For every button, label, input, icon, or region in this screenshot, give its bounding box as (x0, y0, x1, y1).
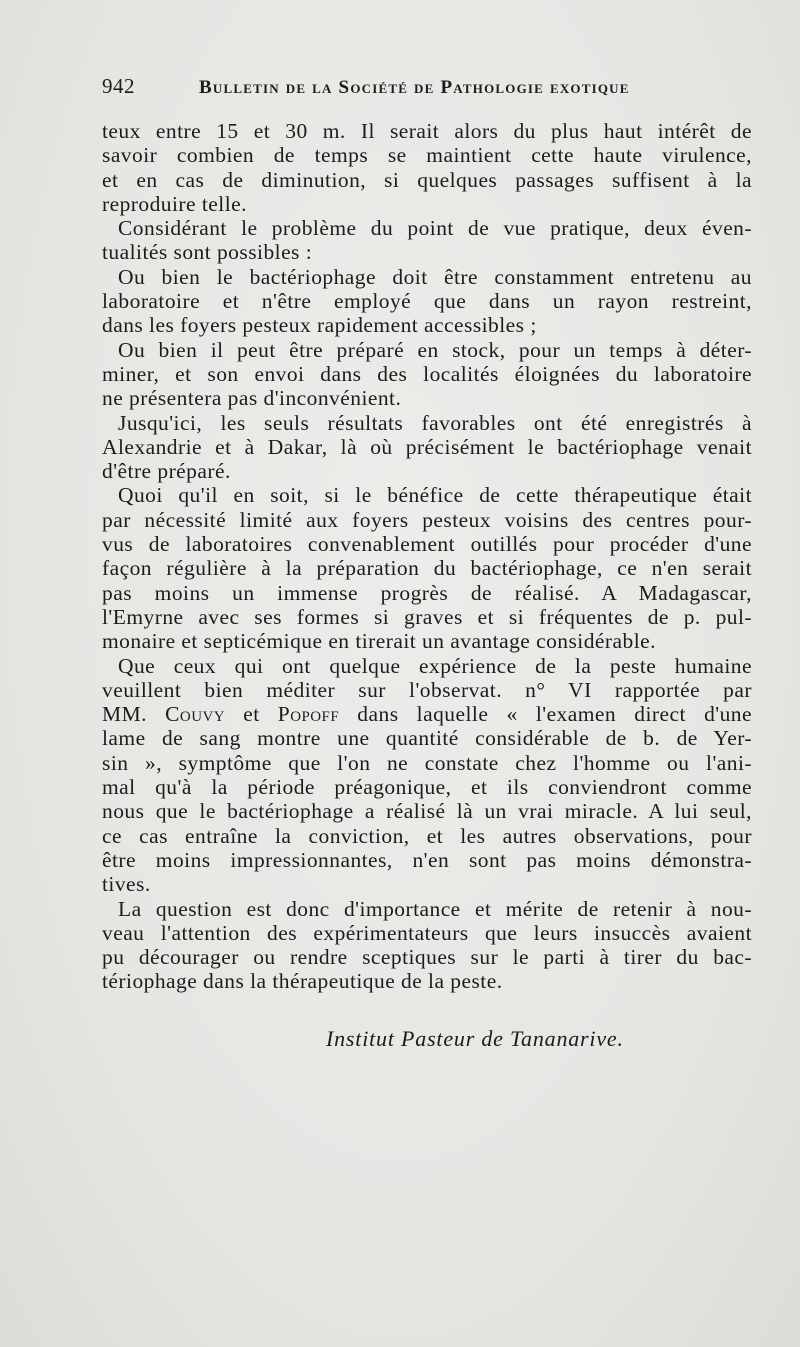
text-line: pu décourager ou rendre sceptiques sur le parti à tirer du bac- (102, 945, 752, 970)
text-line: nous que le bactériophage a réalisé là un vrai miracle. A lui seul, (102, 799, 752, 824)
paragraph (102, 119, 752, 216)
running-title: Bulletin de la Société de Pathologie exotique (199, 77, 630, 98)
text-line: dans les foyers pesteux rapidement accessibles ; (102, 313, 537, 338)
text-line: pas moins un immense progrès de réalisé. A Madagascar, (102, 580, 752, 605)
text-line: Jusqu'ici, les seuls résultats favorables ont été enregistrés à (118, 410, 752, 435)
signature: Institut Pasteur de Tananarive. (326, 1026, 624, 1051)
text-line: Alexandrie et à Dakar, là où précisément le bactériophage venait (102, 434, 752, 459)
page-header (102, 74, 662, 104)
text-line: et en cas de diminution, si quelques passages suffisent à la (102, 167, 752, 192)
body-text (102, 119, 752, 994)
paragraph (102, 411, 752, 484)
text-line: miner, et son envoi dans des localités éloignées du laboratoire (102, 361, 752, 386)
text-line: Ou bien il peut être préparé en stock, pour un temps à déter- (118, 337, 752, 362)
text-line: tives. (102, 872, 151, 897)
text-line: veau l'attention des expérimentateurs que leurs insuccès avaient (102, 920, 752, 945)
text-line: ne présentera pas d'inconvénient. (102, 386, 402, 411)
paragraph (102, 897, 752, 994)
text-line: sin », symptôme que l'on ne constate chez l'homme ou l'ani- (102, 750, 752, 775)
text-fragment: MM. (102, 702, 166, 727)
author-name: Popoff (277, 702, 340, 727)
text-line: d'être préparé. (102, 459, 231, 484)
text-line: façon régulière à la préparation du bactériophage, ce n'en serait (102, 556, 752, 581)
text-line: tériophage dans la thérapeutique de la peste. (102, 969, 503, 994)
text-fragment: dans laquelle « l'examen direct d'une (339, 702, 752, 727)
paragraph (102, 216, 752, 265)
text-line: La question est donc d'importance et mérite de retenir à nou- (118, 896, 752, 921)
page-number: 942 (102, 74, 135, 98)
text-line: Quoi qu'il en soit, si le bénéfice de cette thérapeutique était (118, 483, 752, 508)
text-line: laboratoire et n'être employé que dans un rayon restreint, (102, 289, 752, 314)
paragraph (102, 338, 752, 411)
text-line: vus de laboratoires convenablement outillés pour procéder d'une (102, 532, 752, 557)
text-line: monaire et septicémique en tirerait un avantage considérable. (102, 629, 656, 654)
text-line: savoir combien de temps se maintient cette haute virulence, (102, 143, 752, 168)
paragraph (102, 265, 752, 338)
author-name: Couvy (165, 702, 226, 727)
text-line: teux entre 15 et 30 m. Il serait alors du plus haut intérêt de (102, 119, 752, 143)
text-line: ce cas entraîne la conviction, et les autres observations, pour (102, 823, 752, 848)
text-line: reproduire telle. (102, 191, 247, 216)
text-line: Que ceux qui ont quelque expérience de la peste humaine (118, 653, 752, 678)
text-line: mal qu'à la période préagonique, et ils conviendront comme (102, 775, 752, 800)
paragraph (102, 483, 752, 653)
text-line: lame de sang montre une quantité considérable de b. de Yer- (102, 726, 752, 751)
text-fragment: et (225, 702, 278, 727)
text-line: par nécessité limité aux foyers pesteux voisins des centres pour- (102, 507, 752, 532)
text-line: tualités sont possibles : (102, 240, 313, 265)
text-line: Considérant le problème du point de vue pratique, deux éven- (118, 216, 752, 241)
text-line: être moins impressionnantes, n'en sont pas moins démonstra- (102, 847, 752, 872)
text-line: veuillent bien méditer sur l'observat. n° VI rapportée par (102, 677, 752, 702)
text-line-authors (102, 702, 752, 726)
text-line: l'Emyrne avec ses formes si graves et si fréquentes de p. pul- (102, 604, 752, 629)
text-line: Ou bien le bactériophage doit être constamment entretenu au (118, 264, 752, 289)
paragraph (102, 654, 752, 897)
